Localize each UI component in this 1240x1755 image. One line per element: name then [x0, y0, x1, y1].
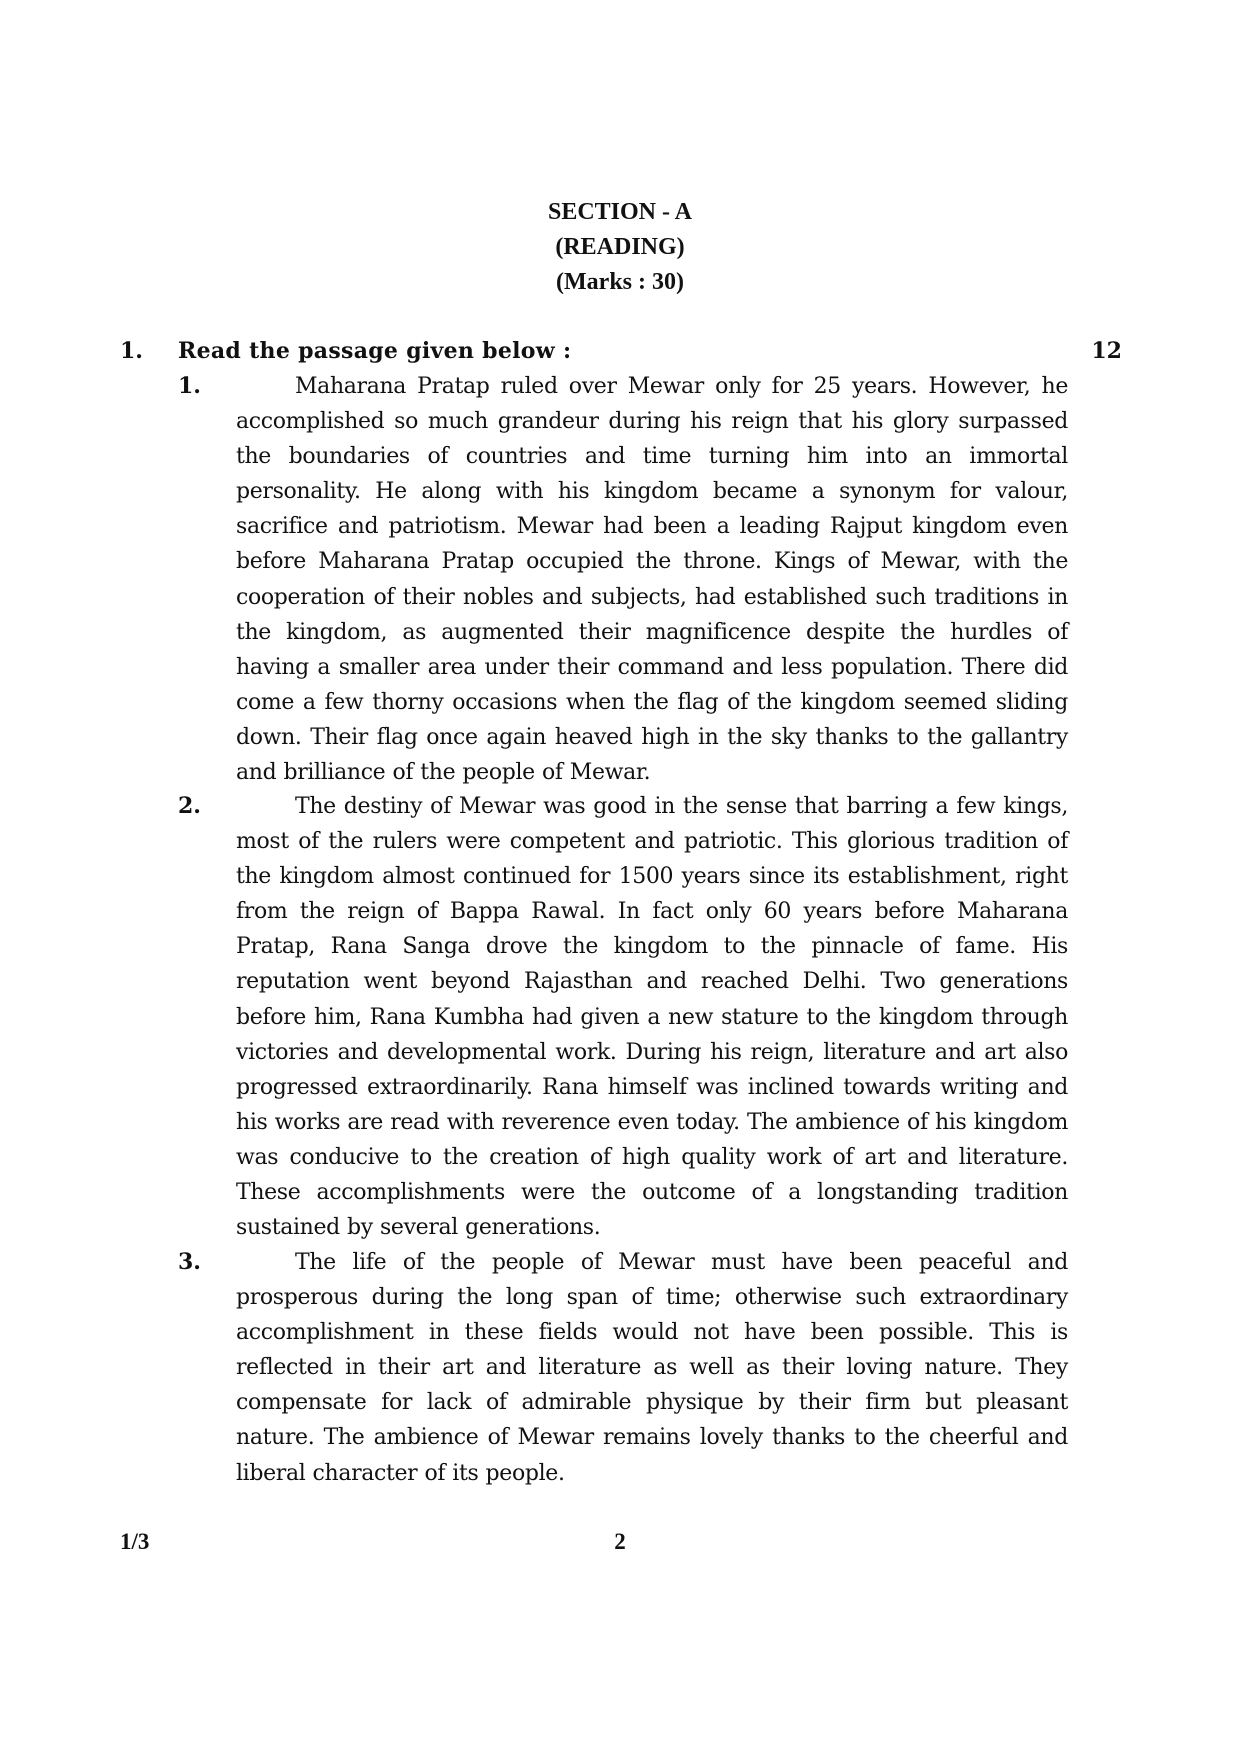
page-number: 2	[614, 1529, 626, 1554]
paper-code: 1/3	[120, 1529, 150, 1554]
passage-paragraph	[178, 369, 1068, 790]
question-text: Read the passage given below :	[178, 338, 572, 364]
paragraph-text: Maharana Pratap ruled over Mewar only for 25 years. However, he accomplished so much grandeur during his reign that his glory surpassed the boundaries of countries and time turning him into an immortal personality. He along with his kingdom became a synonym for valour, sacrifice and patriotism. Mewar had been a leading Rajput kingdom even before Maharana Pratap occupied the throne. Kings of Mewar, with the cooperation of their nobles and subjects, had established such traditions in the kingdom, as augmented their magnificence despite the hurdles of having a smaller area under their command and less population. There did come a few thorny occasions when the flag of the kingdom seemed sliding down. Their flag once again heaved high in the sky thanks to the gallantry and brilliance of the people of Mewar.	[236, 374, 1068, 786]
paragraph-text: The destiny of Mewar was good in the sense that barring a few kings, most of the rulers were competent and patriotic. This glorious tradition of the kingdom almost continued for 1500 years since its establishment, right from the reign of Bappa Rawal. In fact only 60 years before Maharana Pratap, Rana Sanga drove the kingdom to the pinnacle of fame. His reputation went beyond Rajasthan and reached Delhi. Two generations before him, Rana Kumbha had given a new stature to the kingdom through victories and developmental work. During his reign, literature and art also progressed extraordinarily. Rana himself was inclined towards writing and his works are read with reverence even today. The ambience of his kingdom was conducive to the creation of high quality work of art and literature. These accomplishments were the outcome of a longstanding tradition sustained by several generations.	[236, 794, 1068, 1241]
paragraph-number: 2.	[178, 793, 201, 819]
section-marks: (Marks : 30)	[556, 269, 684, 295]
section-heading	[0, 195, 1240, 300]
question-row	[0, 333, 1240, 369]
section-subtitle: (READING)	[555, 234, 685, 260]
section-title: SECTION - A	[547, 199, 693, 225]
question-number: 1.	[120, 338, 143, 364]
passage-paragraph	[178, 1245, 1068, 1491]
question-marks: 12	[1091, 338, 1122, 364]
paragraph-number: 3.	[178, 1249, 201, 1275]
paragraph-text: The life of the people of Mewar must have been peaceful and prosperous during the long span of time; otherwise such extraordinary accomplishment in these fields would not have been possible. This is reflected in their art and literature as well as their loving nature. They compensate for lack of admirable physique by their firm but pleasant nature. The ambience of Mewar remains lovely thanks to the cheerful and liberal character of its people.	[236, 1250, 1068, 1486]
paragraph-number: 1.	[178, 373, 201, 399]
passage-paragraph	[178, 789, 1068, 1245]
